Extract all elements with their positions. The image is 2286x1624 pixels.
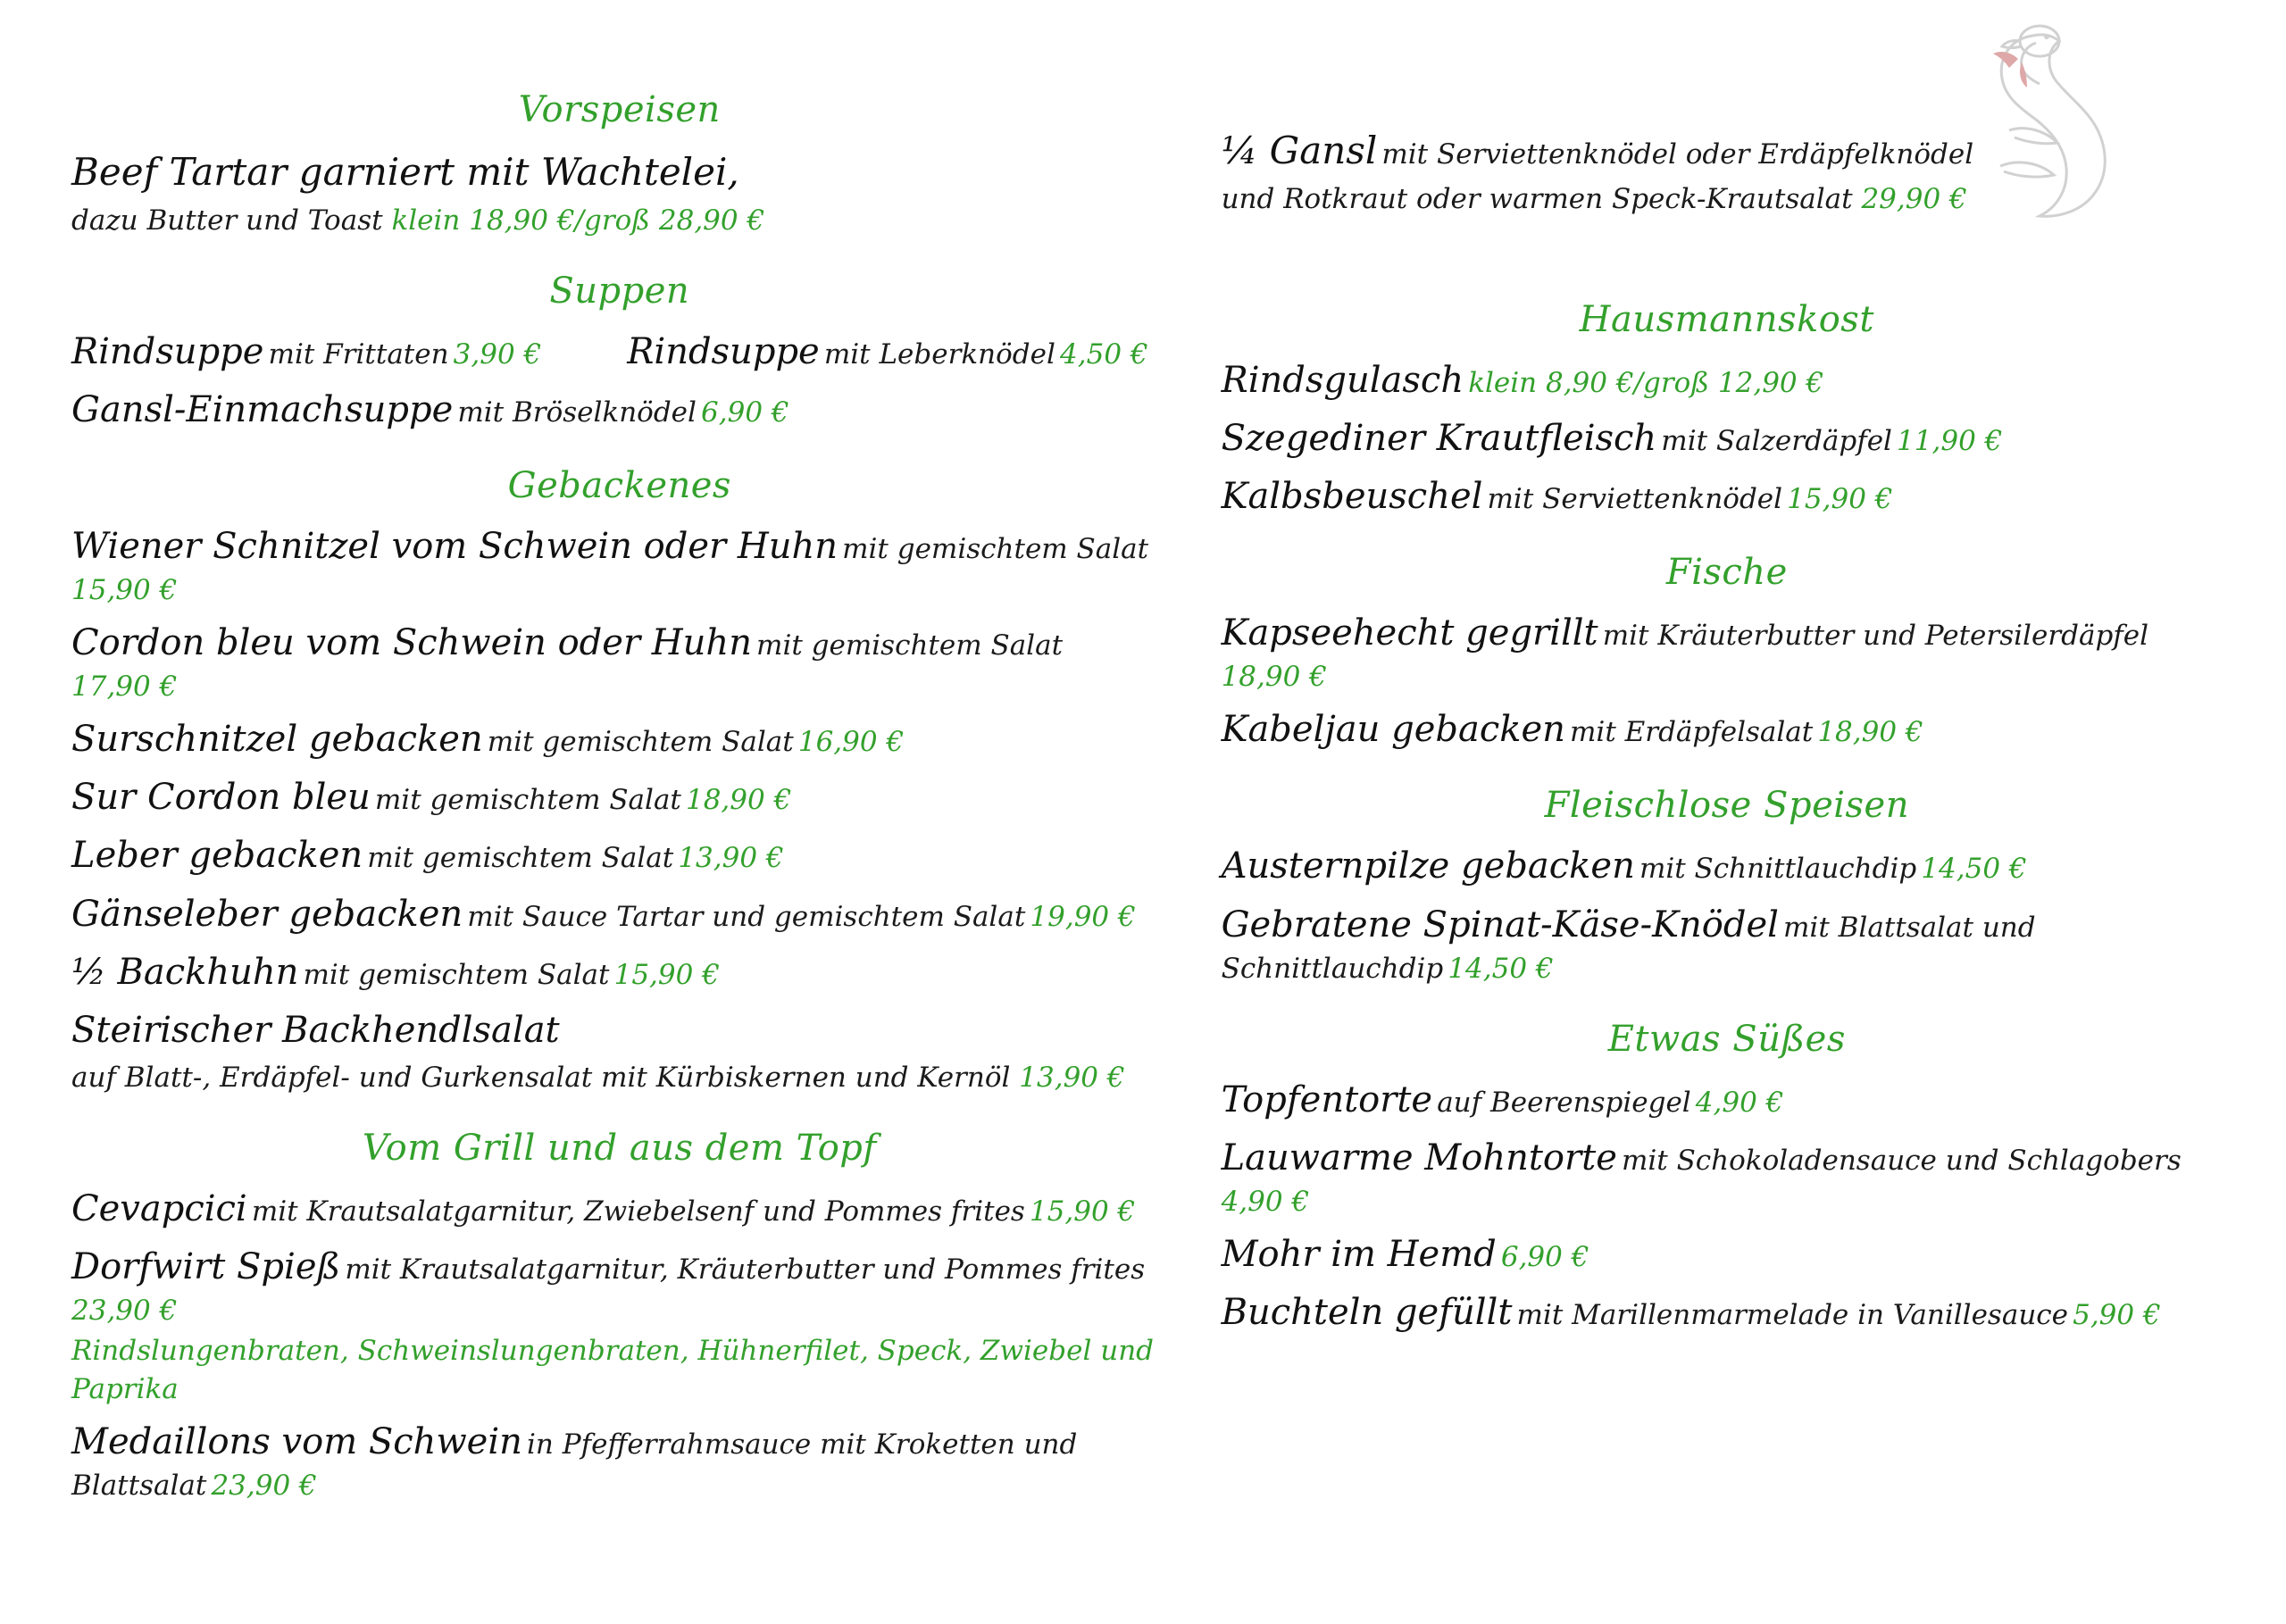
menu-item — [71, 146, 1168, 240]
menu-item — [71, 1185, 1168, 1234]
menu-item-price: 14,50 € — [1921, 853, 2027, 886]
menu-item-price: 4,90 € — [1695, 1086, 1784, 1119]
section-title-etwas-suesses: Etwas Süßes — [1607, 1018, 1846, 1060]
menu-item — [1222, 1076, 2232, 1125]
menu-item-name: Austernpilze gebacken — [1221, 845, 1635, 887]
menu-item — [71, 831, 1168, 880]
menu-item-desc: mit Kräuterbutter und Petersilerdäpfel — [1602, 620, 2149, 653]
menu-item-price: 29,90 € — [1861, 182, 1967, 215]
menu-item-price: 14,50 € — [1448, 952, 1554, 985]
menu-item-name: Sur Cordon bleu — [71, 777, 371, 819]
menu-item-name: Surschnitzel gebacken — [71, 719, 483, 760]
menu-item-name: Leber gebacken — [71, 835, 363, 877]
menu-item-desc: mit gemischtem Salat — [303, 958, 610, 991]
menu-item-price: 15,90 € — [71, 574, 178, 607]
section-title-hausmannskost: Hausmannskost — [1579, 298, 1874, 340]
menu-item-name: Steirischer Backhendlsalat — [71, 1009, 560, 1051]
menu-item — [1222, 1288, 2232, 1337]
menu-item — [627, 328, 1147, 377]
menu-item-desc: mit Bröselknödel — [457, 396, 697, 429]
menu-item — [1222, 901, 2232, 988]
menu-item-price: 13,90 € — [678, 842, 784, 875]
menu-item — [71, 948, 1168, 997]
menu-item-desc: mit Erdäpfelsalat — [1570, 716, 1814, 749]
menu-item-desc: mit Serviettenknödel — [1487, 483, 1783, 516]
menu-item-price: 18,90 € — [1817, 716, 1923, 749]
menu-item-name: Rindsgulasch — [1221, 359, 1464, 401]
menu-item-desc: mit Serviettenknödel oder Erdäpfelknödel — [1381, 138, 1974, 171]
menu-item-name: Topfentorte — [1221, 1079, 1433, 1120]
section-title-vorspeisen: Vorspeisen — [518, 89, 721, 130]
menu-item-desc: mit Krautsalatgarnitur, Kräuterbutter und Pommes frites — [345, 1253, 1146, 1287]
menu-item-desc: mit Blattsalat und Schnittlauchdip — [1221, 911, 2036, 985]
menu-item-desc: auf Beerenspiegel — [1437, 1086, 1691, 1119]
menu-item-price: 23,90 € — [71, 1295, 178, 1328]
menu-item-price: 4,50 € — [1060, 337, 1148, 371]
menu-item-desc: mit Schnittlauchdip — [1639, 853, 1917, 886]
menu-item-price: 3,90 € — [453, 337, 542, 371]
menu-item — [1222, 609, 2232, 696]
menu-item — [71, 773, 1168, 822]
menu-item-price: 13,90 € — [1019, 1062, 1125, 1095]
menu-item-name: Rindsuppe — [627, 330, 820, 372]
menu-item-desc: mit Leberknödel — [823, 337, 1055, 371]
menu-item — [1222, 705, 2232, 754]
menu-item-price: 19,90 € — [1030, 900, 1136, 933]
menu-item-name: Gebratene Spinat-Käse-Knödel — [1221, 904, 1779, 945]
menu-item — [71, 522, 1168, 610]
menu-item-desc: mit Frittaten — [268, 337, 449, 371]
menu-item-price: 17,90 € — [71, 670, 178, 704]
menu-item-sub-line — [71, 202, 1168, 240]
menu-item-name: Gänseleber gebacken — [71, 893, 463, 935]
menu-item-desc: auf Blatt-, Erdäpfel- und Gurkensalat mit Kürbiskernen und Kernöl — [71, 1062, 1011, 1095]
menu-item-desc: mit gemischtem Salat — [842, 533, 1149, 566]
menu-item-price: 6,90 € — [1500, 1240, 1589, 1273]
menu-item-price: 23,90 € — [211, 1469, 317, 1502]
menu-item — [71, 1006, 1168, 1097]
menu-item — [1222, 842, 2232, 891]
menu-item-name: Medaillons vom Schwein — [71, 1420, 522, 1462]
menu-item-price: 5,90 € — [2073, 1298, 2161, 1331]
menu-item-price: 4,90 € — [1221, 1185, 1310, 1218]
menu-item-sub-line — [71, 1059, 1168, 1097]
menu-item-desc: mit gemischtem Salat — [367, 842, 674, 875]
menu-item — [71, 619, 1168, 706]
menu-item-price: klein 8,90 €/groß 12,90 € — [1468, 366, 1824, 399]
menu-item-desc: mit Marillenmarmelade in Vanillesauce — [1516, 1298, 2068, 1331]
menu-item-desc: mit gemischtem Salat — [374, 784, 681, 817]
menu-item — [71, 890, 1168, 939]
menu-item-price: 15,90 € — [1029, 1195, 1136, 1228]
menu-item — [1222, 1134, 2232, 1221]
menu-item-price: 15,90 € — [1787, 483, 1893, 516]
menu-item-sub-line — [1222, 180, 2232, 219]
menu-item — [1222, 1230, 2232, 1279]
menu-column-right — [1168, 36, 2232, 1346]
menu-item-name: Mohr im Hemd — [1221, 1233, 1497, 1275]
menu-item-desc-second-line: und Rotkraut oder warmen Speck-Krautsalat — [1221, 182, 1853, 215]
menu-item-price: 18,90 € — [1221, 661, 1327, 694]
section-title-fleischlose-speisen: Fleischlose Speisen — [1544, 785, 1909, 827]
menu-item-desc: in Pfefferrahmsauce mit Kroketten und Blattsalat — [71, 1428, 1078, 1502]
menu-item — [71, 386, 1168, 435]
menu-item-gansl — [1222, 125, 2232, 219]
menu-item-name: Cevapcici — [71, 1187, 247, 1229]
menu-item — [1222, 414, 2232, 463]
menu-item — [71, 328, 541, 377]
menu-item — [71, 715, 1168, 764]
menu-item-desc: mit Salzerdäpfel — [1661, 424, 1892, 457]
menu-item-desc: mit gemischtem Salat — [487, 726, 794, 758]
menu-item-name: ½ Backhuhn — [71, 951, 299, 993]
menu-item-name: Szegediner Krautfleisch — [1221, 417, 1657, 459]
menu-item-name: Rindsuppe — [71, 330, 264, 372]
menu-item-price: 15,90 € — [613, 958, 720, 991]
menu-item-name: Kalbsbeuschel — [1221, 476, 1483, 518]
menu-item-name: Gansl-Einmachsuppe — [71, 388, 454, 430]
menu-item-name: Kabeljau gebacken — [1221, 709, 1565, 751]
menu-item — [1222, 472, 2232, 521]
spacer — [1222, 228, 2232, 269]
menu-item-name: Wiener Schnitzel vom Schwein oder Huhn — [71, 526, 838, 568]
menu-item-name: Lauwarme Mohntorte — [1221, 1137, 1617, 1178]
menu-item-name: Buchteln gefüllt — [1221, 1291, 1513, 1333]
section-title-fische: Fische — [1665, 552, 1788, 594]
menu-item-name: Dorfwirt Spieß — [71, 1246, 341, 1288]
menu-item-price: 18,90 € — [685, 784, 792, 817]
menu-item-row — [71, 328, 1168, 377]
menu-item-name: Kapseehecht gegrillt — [1221, 612, 1598, 654]
menu-item-name: Cordon bleu vom Schwein oder Huhn — [71, 622, 752, 664]
section-title-suppen: Suppen — [549, 270, 690, 312]
menu-item — [71, 1418, 1168, 1505]
menu-item-ingredients: Rindslungenbraten, Schweinslungenbraten, Hühnerfilet, Speck, Zwiebel und Paprika — [71, 1335, 1154, 1405]
menu-item-desc: mit Schokoladensauce und Schlagobers — [1621, 1144, 2182, 1177]
menu-item-price: 11,90 € — [1897, 424, 2003, 457]
menu-item-name: ¼ Gansl — [1221, 129, 1378, 172]
menu-item-desc: mit gemischtem Salat — [756, 629, 1064, 662]
menu-column-left — [54, 36, 1168, 1514]
section-title-vom-grill: Vom Grill und aus dem Topf — [362, 1127, 877, 1169]
menu-item-desc: mit Krautsalatgarnitur, Zwiebelsenf und Pommes frites — [251, 1195, 1025, 1228]
menu-item-price: 16,90 € — [797, 726, 905, 758]
menu-item-desc: dazu Butter und Toast — [71, 204, 383, 237]
section-title-gebackenes: Gebackenes — [507, 465, 731, 507]
menu-item-name: Beef Tartar garniert mit Wachtelei, — [71, 150, 739, 194]
menu-item — [71, 1243, 1168, 1408]
menu-item-price: klein 18,90 €/groß 28,90 € — [391, 204, 765, 237]
menu-columns — [54, 36, 2232, 1588]
menu-item — [1222, 356, 2232, 405]
menu-item-price: 6,90 € — [701, 396, 789, 429]
menu-item-desc: mit Sauce Tartar und gemischtem Salat — [467, 900, 1026, 933]
